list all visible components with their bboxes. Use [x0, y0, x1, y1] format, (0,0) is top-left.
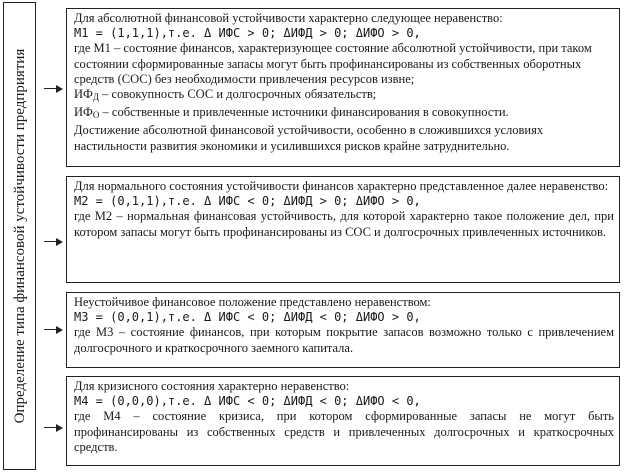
box4-intro: Для кризисного состояния характерно неравенство: — [74, 379, 350, 393]
box1-definition-ifo — [74, 105, 614, 123]
arrow-1 — [44, 85, 64, 93]
box-normal-stability — [66, 176, 620, 283]
side-label-box — [3, 2, 36, 470]
box2-intro: Для нормального состояния устойчивости финансов характерно представленное далее неравенство: — [74, 179, 609, 193]
box1-description: где М1 – состояние финансов, характеризующее состояние абсолютной устойчивости, при таком состоянии сформированные запасы могут быть профинансированы из собственных оборотных средств (СОС) без необходимости привлечения ресурсов извне; — [74, 41, 592, 86]
box-crisis-state — [66, 376, 620, 466]
box4-formula: M4 = (0,0,0),т.е. Δ ИФС < 0; ΔИФД < 0; ΔИФО < 0, — [74, 394, 421, 409]
box3-intro: Неустойчивое финансовое положение представлено неравенством: — [74, 295, 431, 309]
box1-def2-prefix: ИФ — [74, 105, 93, 120]
box1-intro: Для абсолютной финансовой устойчивости характерно следующее неравенство: — [74, 11, 503, 25]
box1-def1-sub: Д — [92, 92, 100, 103]
arrow-4 — [44, 424, 64, 432]
side-label: Определение типа финансовой устойчивости предприятия — [11, 48, 28, 424]
box1-note: Достижение абсолютной финансовой устойчивости, особенно в сложившихся условиях настильности развития экономики и усилившихся рисков крайне затруднительно. — [74, 123, 544, 153]
box2-formula: M2 = (0,1,1),т.е. Δ ИФС < 0; ΔИФД > 0; ΔИФО > 0, — [74, 194, 421, 209]
box3-formula: M3 = (0,0,1),т.е. Δ ИФС < 0; ΔИФД < 0; ΔИФО > 0, — [74, 310, 421, 325]
box4-description: где М4 – состояние кризиса, при котором сформированные запасы не могут быть профинансированы из собственных средств и привлеченных долгосрочных и краткосрочных средств. — [74, 409, 614, 454]
box1-formula: M1 = (1,1,1),т.е. Δ ИФС > 0; ΔИФД > 0; ΔИФО > 0, — [74, 26, 421, 41]
box1-def1-prefix: ИФ — [74, 87, 93, 102]
box1-def2-text: – собственные и привлеченные источники финансирования в совокупности. — [99, 105, 509, 120]
box-absolute-stability — [66, 8, 620, 167]
box2-description: где М2 – нормальная финансовая устойчивость, для которой характерно такое положение дел, при котором запасы могут быть профинансированы из СОС и долгосрочных привлеченных источников. — [74, 209, 614, 239]
box1-def1-text: – совокупность СОС и долгосрочных обязательств; — [99, 87, 377, 102]
box1-def2-sub: О — [92, 110, 100, 121]
arrow-2 — [44, 238, 64, 246]
box1-definition-ifd — [74, 87, 614, 105]
box-unstable-position — [66, 292, 620, 368]
arrow-3 — [44, 326, 64, 334]
box3-description: где М3 – состояние финансов, при которым покрытие запасов возможно только с привлечением долгосрочного и краткосрочного заемного капитала. — [74, 325, 614, 355]
